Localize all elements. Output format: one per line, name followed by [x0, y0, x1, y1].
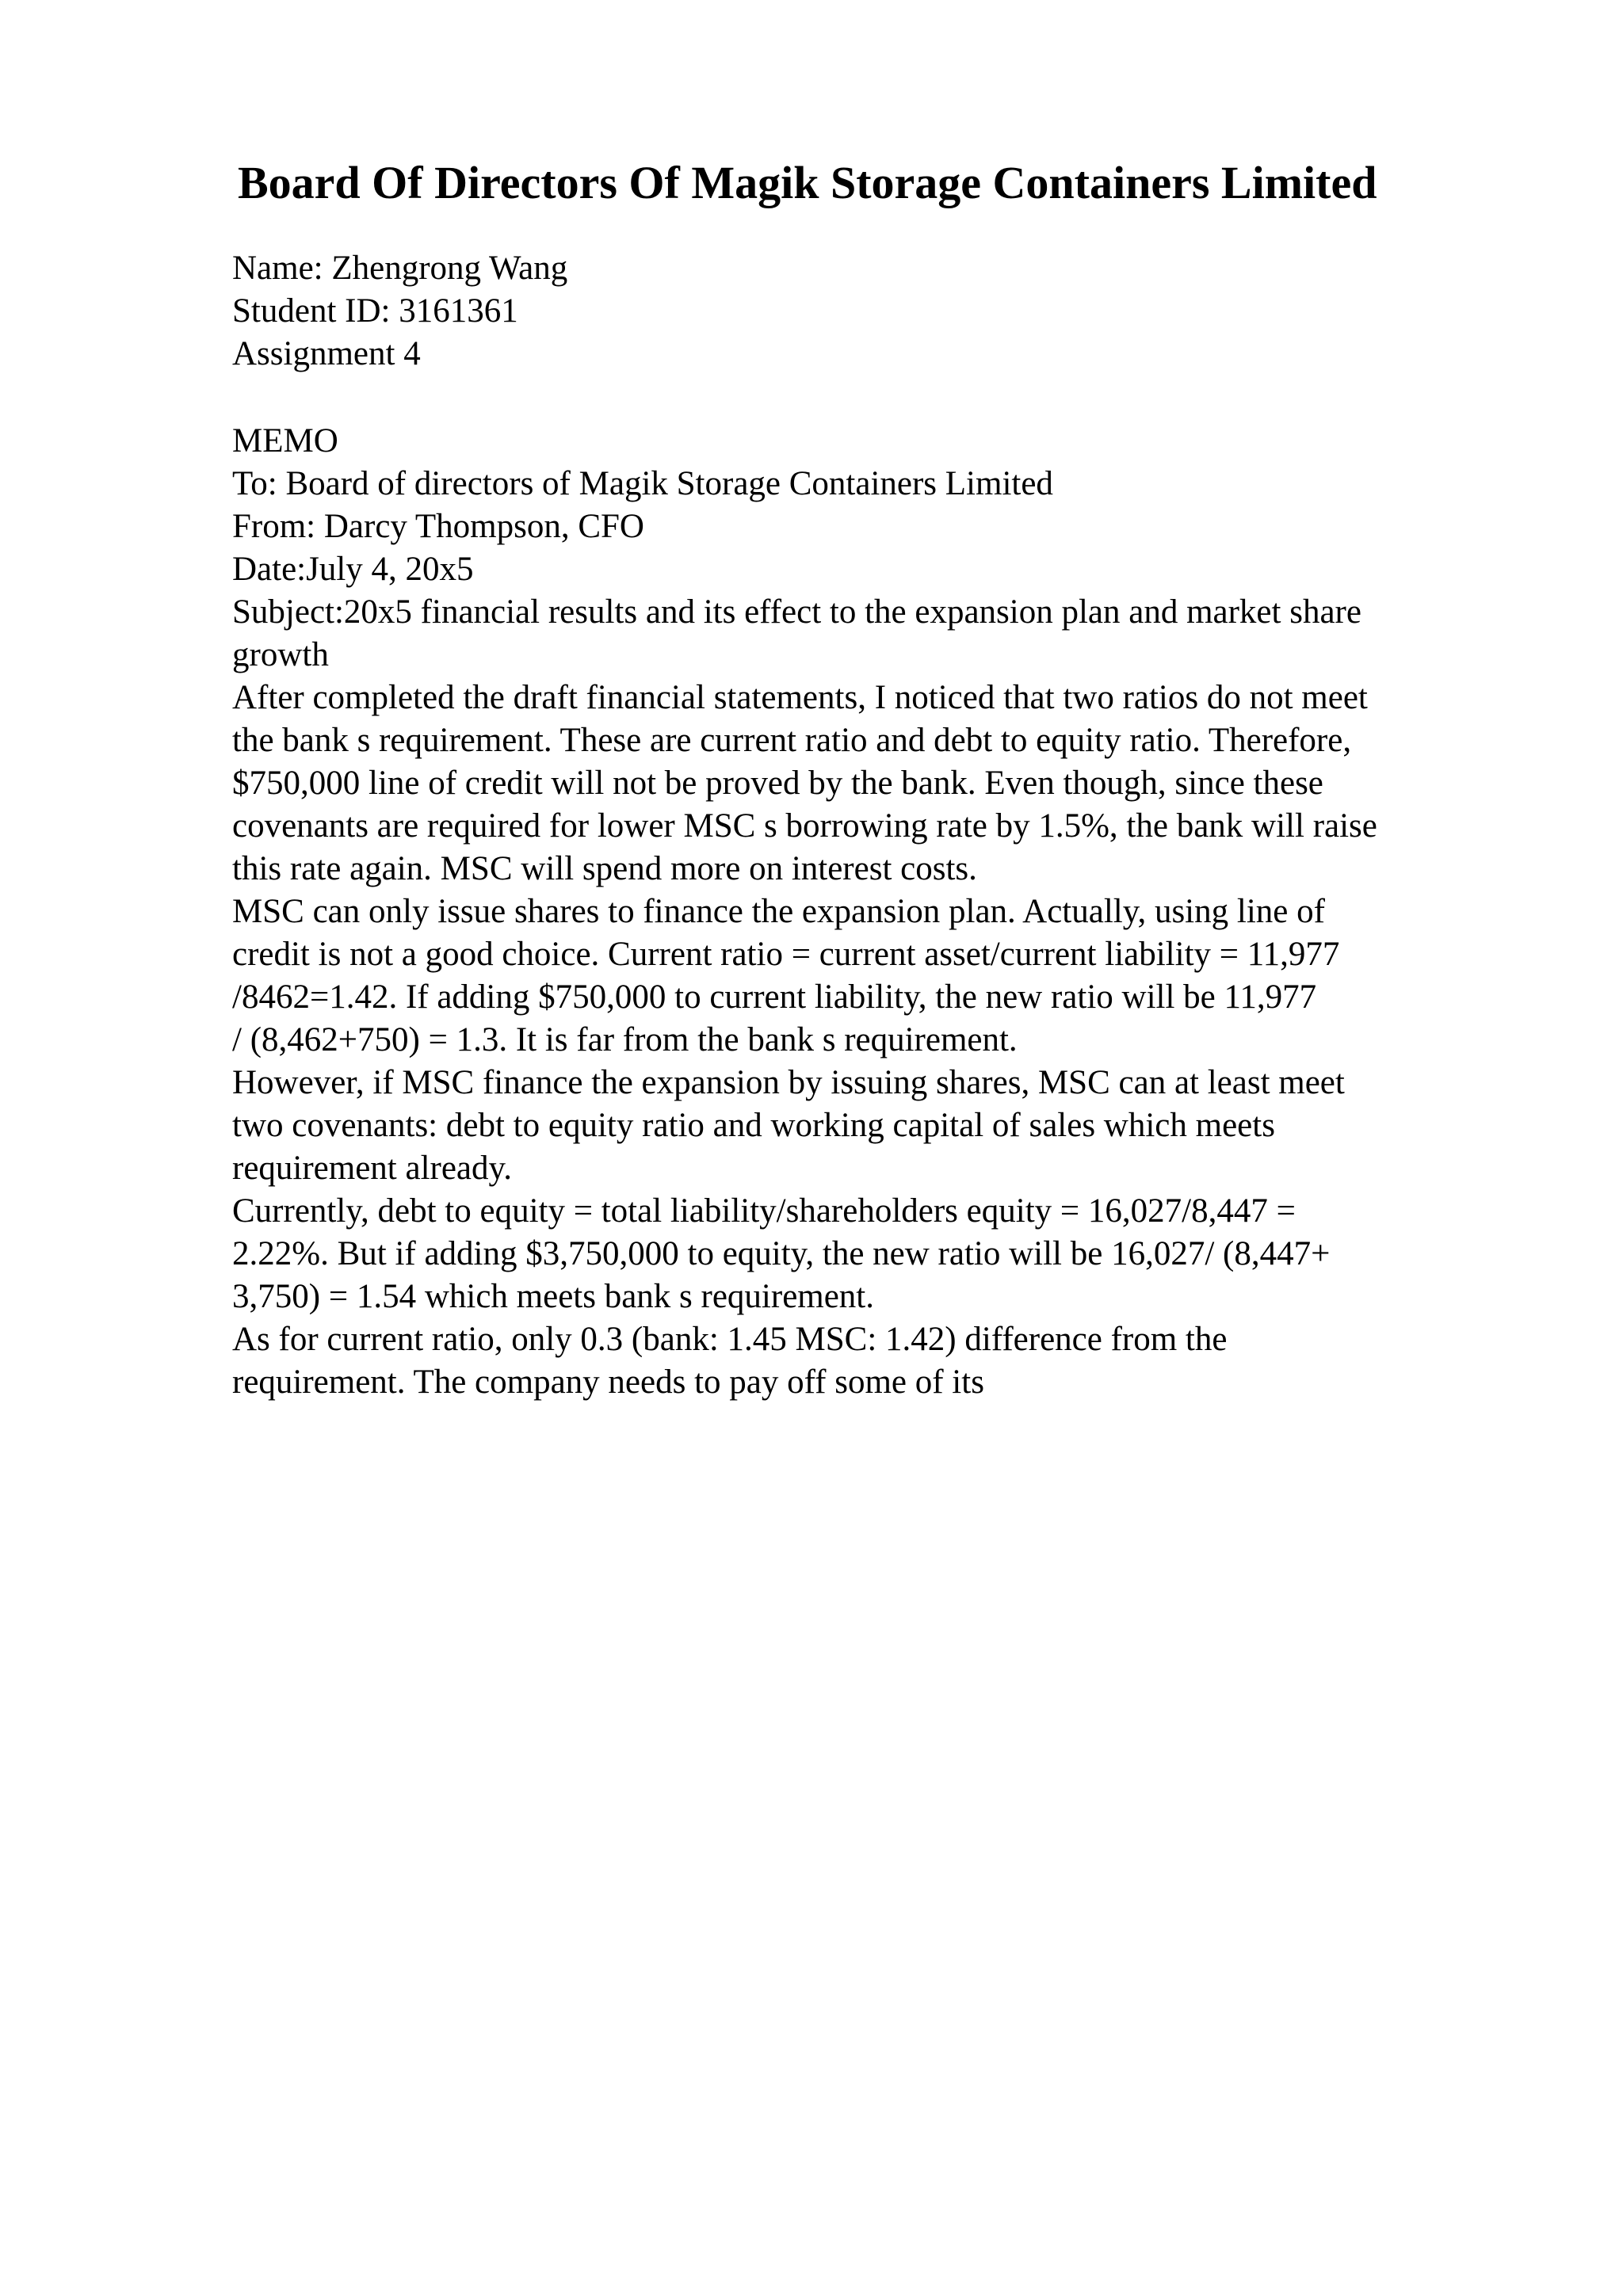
student-id: Student ID: 3161361: [232, 292, 518, 330]
memo-to: To: Board of directors of Magik Storage Containers Limited: [232, 465, 1053, 502]
memo-date: Date:July 4, 20x5: [232, 551, 474, 588]
assignment-number: Assignment 4: [232, 335, 421, 372]
student-name: Name: Zhengrong Wang: [232, 250, 568, 287]
body-line: / (8,462+750) = 1.3. It is far from the bank s requirement.: [232, 1021, 1018, 1058]
memo-label: MEMO: [232, 422, 338, 460]
body-line: $750,000 line of credit will not be proved by the bank. Even though, since these: [232, 765, 1323, 802]
body-line: the bank s requirement. These are current ratio and debt to equity ratio. Therefore,: [232, 722, 1352, 759]
body-line: As for current ratio, only 0.3 (bank: 1.45 MSC: 1.42) difference from the: [232, 1321, 1228, 1358]
memo-from: From: Darcy Thompson, CFO: [232, 508, 644, 545]
body-line: Currently, debt to equity = total liability/shareholders equity = 16,027/8,447 =: [232, 1192, 1296, 1230]
body-line: However, if MSC finance the expansion by issuing shares, MSC can at least meet: [232, 1064, 1345, 1101]
memo-subject-continued: growth: [232, 636, 329, 673]
document-title: Board Of Directors Of Magik Storage Containers Limited: [238, 157, 1377, 208]
body-line: this rate again. MSC will spend more on interest costs.: [232, 850, 977, 887]
body-line: /8462=1.42. If adding $750,000 to current liability, the new ratio will be 11,977: [232, 978, 1317, 1016]
body-line: 3,750) = 1.54 which meets bank s requirement.: [232, 1278, 875, 1315]
body-line: MSC can only issue shares to finance the expansion plan. Actually, using line of: [232, 893, 1325, 930]
body-line: After completed the draft financial statements, I noticed that two ratios do not meet: [232, 679, 1368, 716]
body-line: 2.22%. But if adding $3,750,000 to equity, the new ratio will be 16,027/ (8,447+: [232, 1235, 1331, 1272]
body-line: requirement. The company needs to pay off some of its: [232, 1363, 984, 1401]
memo-subject: Subject:20x5 financial results and its effect to the expansion plan and market share: [232, 593, 1361, 631]
body-line: two covenants: debt to equity ratio and working capital of sales which meets: [232, 1107, 1275, 1144]
body-line: credit is not a good choice. Current ratio = current asset/current liability = 11,977: [232, 936, 1340, 973]
body-line: requirement already.: [232, 1150, 512, 1187]
body-line: covenants are required for lower MSC s borrowing rate by 1.5%, the bank will raise: [232, 807, 1377, 845]
